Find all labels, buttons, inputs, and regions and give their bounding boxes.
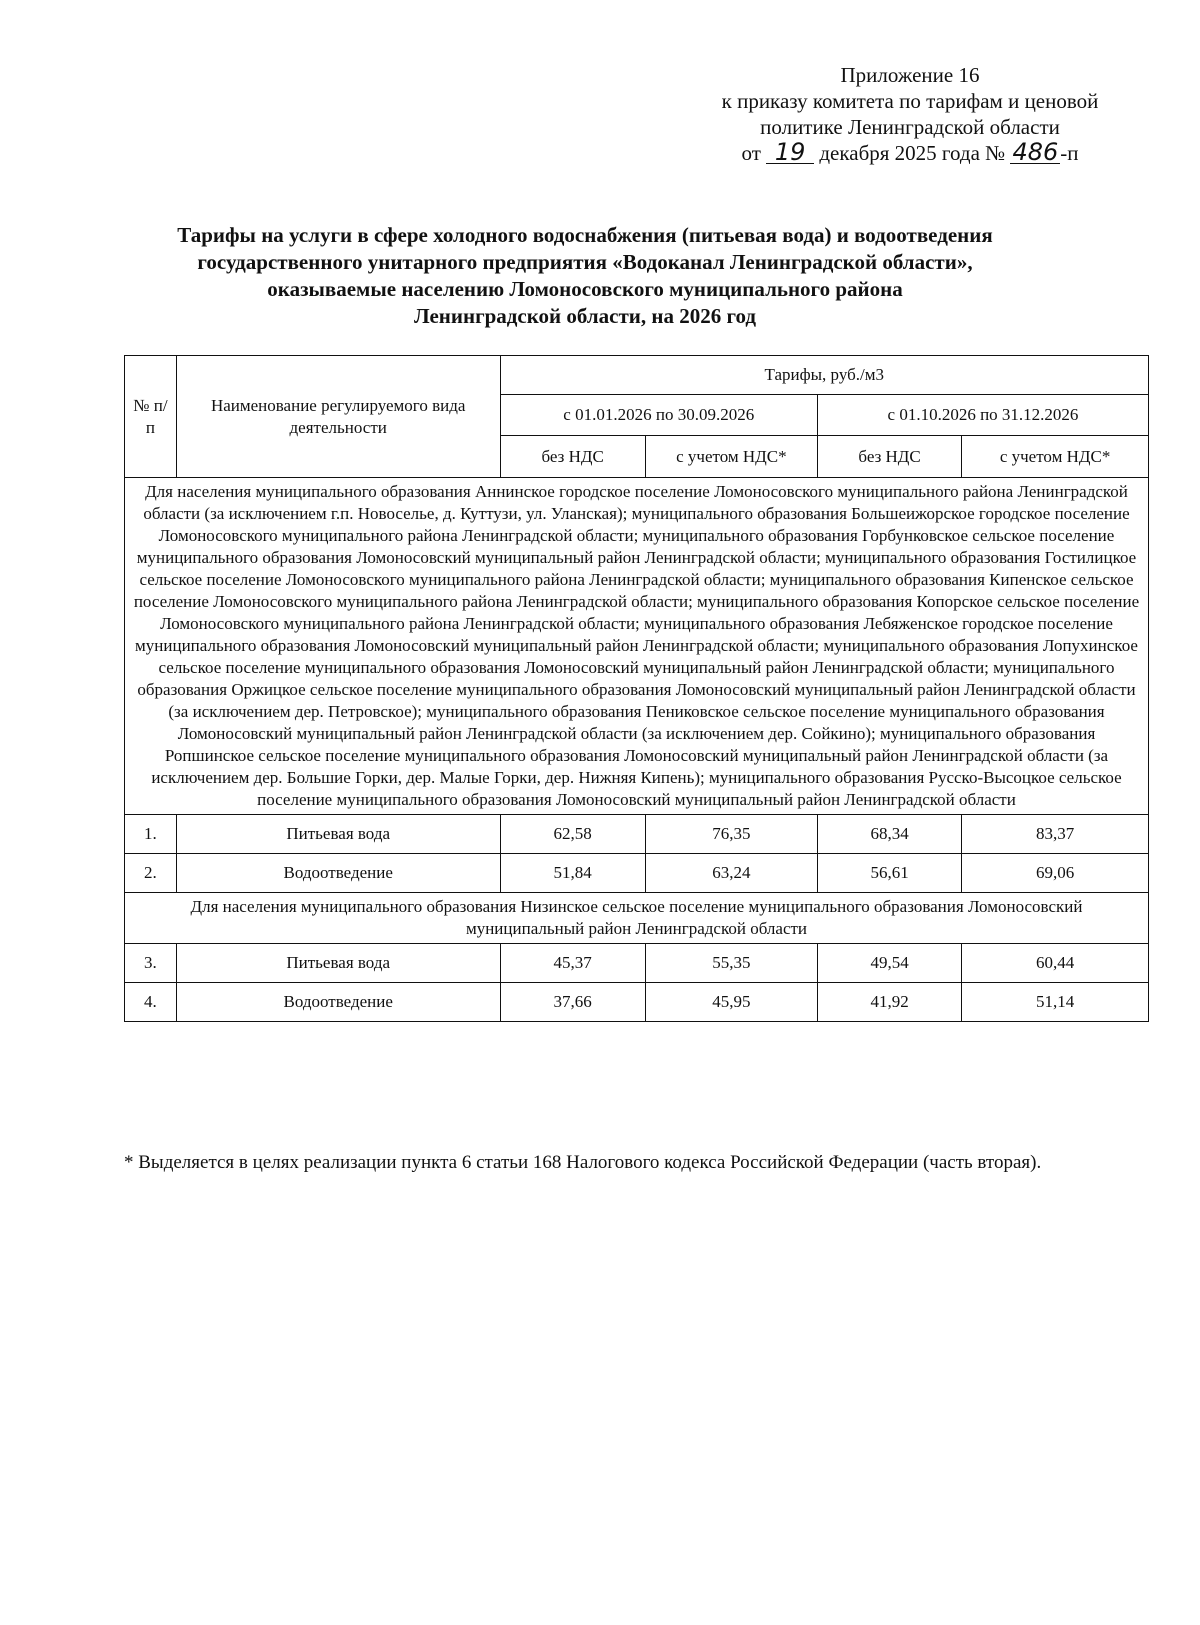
row-activity: Водоотведение [176, 854, 500, 893]
header-period-2: с 01.10.2026 по 31.12.2026 [817, 395, 1148, 436]
row-value: 83,37 [962, 815, 1149, 854]
row-num: 1. [125, 815, 177, 854]
row-value: 45,95 [645, 983, 817, 1022]
row-num: 2. [125, 854, 177, 893]
header-with-vat: с учетом НДС* [645, 436, 817, 478]
row-value: 49,54 [817, 944, 961, 983]
row-value: 51,84 [500, 854, 645, 893]
vat-footnote: * Выделяется в целях реализации пункта 6 статьи 168 Налогового кодекса Российской Федерации (часть вторая). [124, 1152, 1042, 1173]
table-row [125, 983, 1149, 1022]
appendix-date-line: от 19 декабря 2025 года № 486-п [741, 138, 1079, 166]
appendix-header [690, 62, 1130, 166]
table-row [125, 854, 1149, 893]
row-value: 45,37 [500, 944, 645, 983]
group-description: Для населения муниципального образования Низинское сельское поселение муниципального образования Ломоносовский муниципальный район Ленинградской области [125, 893, 1149, 944]
table-row [125, 815, 1149, 854]
header-period-1: с 01.01.2026 по 30.09.2026 [500, 395, 817, 436]
row-activity: Водоотведение [176, 983, 500, 1022]
row-num: 3. [125, 944, 177, 983]
row-activity: Питьевая вода [176, 944, 500, 983]
appendix-committee: политике Ленинградской области [760, 115, 1060, 139]
header-with-vat: с учетом НДС* [962, 436, 1149, 478]
header-without-vat: без НДС [500, 436, 645, 478]
row-value: 63,24 [645, 854, 817, 893]
header-activity: Наименование регулируемого вида деятельности [176, 356, 500, 478]
row-value: 56,61 [817, 854, 961, 893]
handwritten-order-number: 486 [1012, 138, 1059, 166]
table-row [125, 944, 1149, 983]
row-activity: Питьевая вода [176, 815, 500, 854]
title-line: государственного унитарного предприятия «Водоканал Ленинградской области», [197, 250, 973, 274]
handwritten-day: 19 [766, 141, 814, 164]
header-num: № п/п [125, 356, 177, 478]
row-value: 76,35 [645, 815, 817, 854]
appendix-number: Приложение 16 [840, 63, 980, 87]
row-value: 60,44 [962, 944, 1149, 983]
row-value: 51,14 [962, 983, 1149, 1022]
row-value: 41,92 [817, 983, 961, 1022]
row-num: 4. [125, 983, 177, 1022]
tariff-table [124, 355, 1149, 1022]
group-description: Для населения муниципального образования Аннинское городское поселение Ломоносовского муниципального района Ленинградской области (за исключением г.п. Новоселье, д. Куттузи, ул. Уланская); муниципального образования Большеижорское городское поселение Ломоносовского муниципального района Ленинградской области; муниципального образования Горбунковское сельское поселение муниципального образования Ломоносовский муниципальный район Ленинградской области; муниципального образования Гостилицкое сельское поселение Ломоносовского муниципального района Ленинградской области; муниципального образования Кипенское сельское поселение Ломоносовского муниципального района Ленинградской области; муниципального образования Копорское сельское поселение Ломоносовского муниципального района Ленинградской области; муниципального образования Лебяженское городское поселение муниципального образования Ломоносовский муниципальный район Ленинградской области; муниципального образования Лопухинское сельское поселение муниципального образования Ломоносовский муниципальный район Ленинградской области; муниципального образования Оржицкое сельское поселение муниципального образования Ломоносовский муниципальный район Ленинградской области (за исключением дер. Петровское); муниципального образования Пениковское сельское поселение муниципального образования Ломоносовский муниципальный район Ленинградской области (за исключением дер. Сойкино); муниципального образования Ропшинское сельское поселение муниципального образования Ломоносовский муниципальный район Ленинградской области (за исключением дер. Большие Горки, дер. Малые Горки, дер. Нижняя Кипень); муниципального образования Русско-Высоцкое сельское поселение муниципального образования Ломоносовский муниципальный район Ленинградской области [125, 478, 1149, 815]
row-value: 62,58 [500, 815, 645, 854]
title-line: Ленинградской области, на 2026 год [413, 304, 757, 328]
header-tariffs: Тарифы, руб./м3 [500, 356, 1148, 395]
row-value: 69,06 [962, 854, 1149, 893]
header-without-vat: без НДС [817, 436, 961, 478]
title-line: Тарифы на услуги в сфере холодного водоснабжения (питьевая вода) и водоотведения [177, 223, 993, 247]
row-value: 55,35 [645, 944, 817, 983]
row-value: 68,34 [817, 815, 961, 854]
title-line: оказываемые населению Ломоносовского муниципального района [267, 277, 903, 301]
document-title [140, 222, 1030, 330]
row-value: 37,66 [500, 983, 645, 1022]
appendix-order-ref: к приказу комитета по тарифам и ценовой [721, 89, 1099, 113]
